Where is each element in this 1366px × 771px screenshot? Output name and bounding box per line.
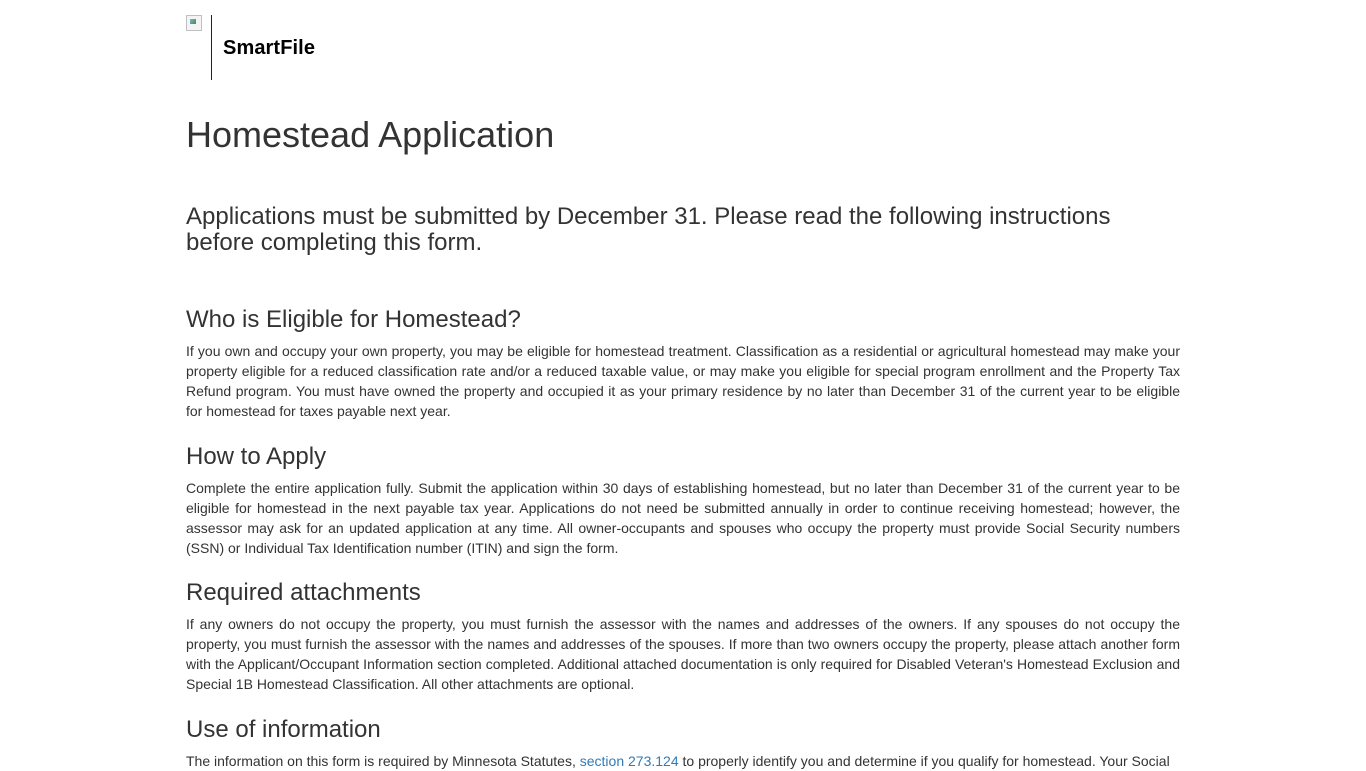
page-content — [186, 0, 1180, 769]
logo-image-placeholder — [186, 15, 202, 31]
section-heading-required-attachments: Required attachments — [186, 579, 421, 606]
section-body-required-attachments: If any owners do not occupy the property, you must furnish the assessor with the names and addresses of the owners. If any spouses do not occupy the property, you must furnish the assessor with the names and addresses of the spouses. If more than two owners occupy the property, please attach another form with the Applicant/Occupant Information section completed. Additional attached documentation is only required for Disabled Veteran's Homestead Exclusion and Special 1B Homestead Classification. All other attachments are optional. — [186, 616, 1180, 692]
page-title: Homestead Application — [186, 114, 555, 155]
section-heading-use-of-information: Use of information — [186, 716, 381, 743]
logo-divider — [211, 15, 212, 80]
section-heading-how-to-apply: How to Apply — [186, 443, 327, 470]
site-header — [186, 0, 1180, 80]
section-heading-eligibility: Who is Eligible for Homestead? — [186, 306, 521, 333]
use-of-info-text-end: to properly identify you and determine if you qualify for homestead. Your Social — [678, 753, 1170, 769]
brand-name[interactable]: SmartFile — [223, 37, 316, 59]
section-body-eligibility: If you own and occupy your own property, you may be eligible for homestead treatment. Classification as a residential or agricultural homestead may make your property eligible for a reduced classification rate and/or a reduced taxable value, or may make you eligible for special program enrollment and the Property Tax Refund program. You must have owned the property and occupied it as your primary residence by no later than December 31 of the current year to be eligible for homestead for taxes payable next year. — [186, 343, 1180, 419]
section-eligibility — [186, 306, 1180, 421]
section-how-to-apply — [186, 443, 1180, 558]
deadline-notice: Applications must be submitted by December 31. Please read the following instructions before completing this form. — [186, 203, 1111, 256]
use-of-info-text-start: The information on this form is required by Minnesota Statutes, — [186, 753, 580, 769]
statute-section-link[interactable]: section 273.124 — [579, 753, 679, 769]
broken-image-icon — [186, 15, 202, 31]
section-required-attachments — [186, 579, 1180, 694]
section-body-use-of-information — [186, 751, 1180, 771]
section-use-of-information — [186, 716, 1180, 771]
section-body-how-to-apply: Complete the entire application fully. Submit the application within 30 days of establishing homestead, but no later than December 31 of the current year to be eligible for homestead in the next payable tax year. Applications do not need be submitted annually in order to continue receiving homestead; however, the assessor may ask for an updated application at any time. All owner-occupants and spouses who occupy the property must provide Social Security numbers (SSN) or Individual Tax Identification number (ITIN) and sign the form. — [186, 480, 1180, 556]
